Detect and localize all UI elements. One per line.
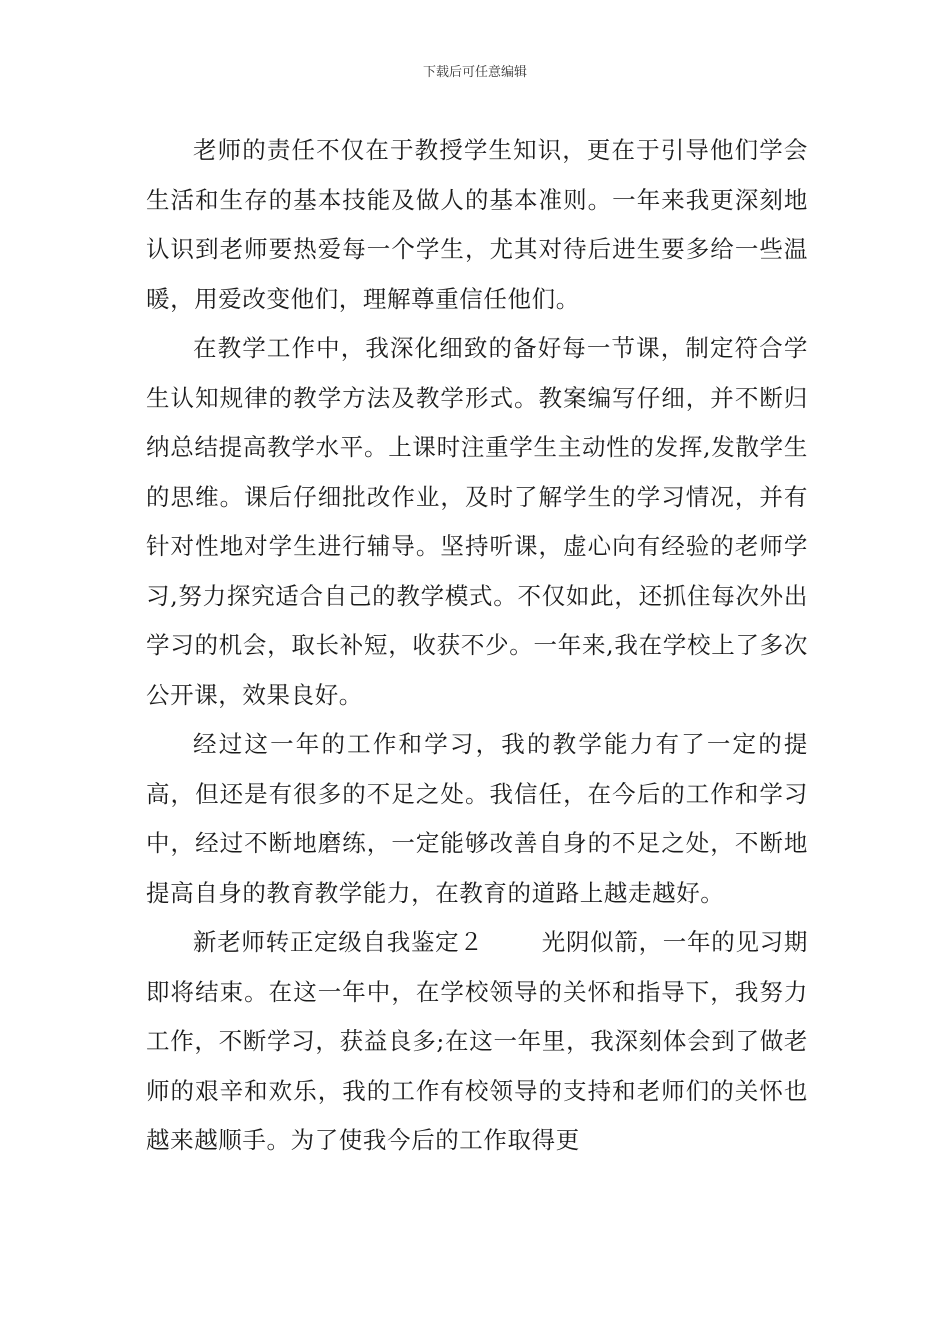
paragraph-teacher-responsibility: 老师的责任不仅在于教授学生知识，更在于引导他们学会生活和生存的基本技能及做人的基本准则。一年来我更深刻地认识到老师要热爱每一个学生，尤其对待后进生要多给一些温暖，用爱改变他们，理解尊重信任他们。 <box>146 136 808 313</box>
paragraph-year-summary: 经过这一年的工作和学习，我的教学能力有了一定的提高，但还是有很多的不足之处。我信任，在今后的工作和学习中，经过不断地磨练，一定能够改善自身的不足之处，不断地提高自身的教育教学能力，在教育的道路上越走越好。 <box>146 730 808 907</box>
paragraph-teaching-work: 在教学工作中，我深化细致的备好每一节课，制定符合学生认知规律的教学方法及教学形式。教案编写仔细，并不断归纳总结提高教学水平。上课时注重学生主动性的发挥,发散学生的思维。课后仔细批改作业，及时了解学生的学习情况，并有针对性地对学生进行辅导。坚持听课，虚心向有经验的老师学习,努力探究适合自己的教学模式。不仅如此，还抓住每次外出学习的机会，取长补短，收获不少。一年来,我在学校上了多次公开课，效果良好。 <box>146 334 808 709</box>
section-2-title: 新老师转正定级自我鉴定２ <box>193 928 484 956</box>
paragraph-section-2 <box>146 918 808 1166</box>
page-header: 下载后可任意编辑 <box>422 65 527 80</box>
section-2-body: 光阴似箭，一年的见习期即将结束。在这一年中，在学校领导的关怀和指导下，我努力工作，不断学习，获益良多;在这一年里，我深刻体会到了做老师的艰辛和欢乐，我的工作有校领导的支持和老师们的关怀也越来越顺手。为了使我今后的工作取得更 <box>146 928 808 1154</box>
document-body <box>146 126 808 1166</box>
